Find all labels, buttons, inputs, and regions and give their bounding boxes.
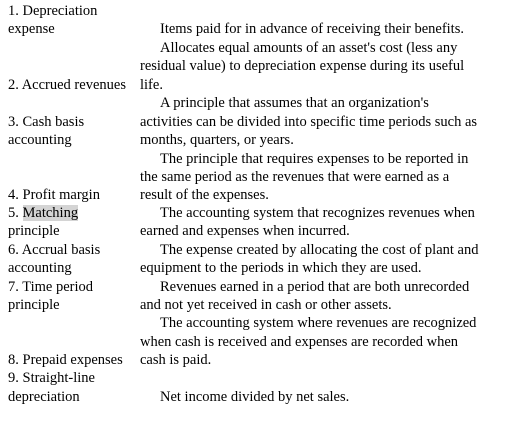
term-8-line-1: 8. Prepaid expenses bbox=[8, 352, 123, 368]
definition-7-line-1: Revenues earned in a period that are both unrecorded bbox=[160, 279, 470, 295]
definition-2-line-1: Allocates equal amounts of an asset's cost (less any bbox=[160, 40, 458, 56]
term-5-number: 5. bbox=[8, 205, 23, 221]
definition-8-line-2: when cash is received and expenses are recorded when bbox=[140, 334, 459, 350]
term-2-line-1: 2. Accrued revenues bbox=[8, 77, 126, 93]
term-3-line-1: 3. Cash basis bbox=[8, 114, 85, 130]
definition-3-line-2: activities can be divided into specific time periods such as bbox=[140, 114, 478, 130]
definition-3-line-3: months, quarters, or years. bbox=[140, 132, 294, 148]
term-9-line-2: depreciation bbox=[8, 389, 80, 405]
term-5-line-2: principle bbox=[8, 223, 60, 239]
term-6-line-2: accounting bbox=[8, 260, 72, 276]
term-6-line-1: 6. Accrual basis bbox=[8, 242, 101, 258]
definition-2-line-2: residual value) to depreciation expense during its useful bbox=[140, 58, 465, 74]
term-9-line-1: 9. Straight-line bbox=[8, 370, 95, 386]
definition-1-line-1: Items paid for in advance of receiving their benefits. bbox=[160, 21, 464, 37]
term-5-line-1 bbox=[8, 204, 78, 223]
term-7-line-2: principle bbox=[8, 297, 60, 313]
term-3-line-2: accounting bbox=[8, 132, 72, 148]
definition-3-line-1: A principle that assumes that an organization's bbox=[160, 95, 429, 111]
definition-6-line-2: equipment to the periods in which they are used. bbox=[140, 260, 422, 276]
highlighted-term-matching: Matching bbox=[22, 205, 79, 221]
definition-2-line-3: life. bbox=[140, 77, 163, 93]
term-1-line-1: 1. Depreciation bbox=[8, 3, 98, 19]
definition-7-line-2: and not yet received in cash or other assets. bbox=[140, 297, 392, 313]
definition-6-line-1: The expense created by allocating the cost of plant and bbox=[160, 242, 479, 258]
term-1-line-2: expense bbox=[8, 21, 55, 37]
term-7-line-1: 7. Time period bbox=[8, 279, 93, 295]
definition-4-line-2: the same period as the revenues that were earned as a bbox=[140, 169, 450, 185]
definition-5-line-2: earned and expenses when incurred. bbox=[140, 223, 350, 239]
term-4-line-1: 4. Profit margin bbox=[8, 187, 100, 203]
definition-5-line-1: The accounting system that recognizes revenues when bbox=[160, 205, 475, 221]
definition-4-line-1: The principle that requires expenses to be reported in bbox=[160, 151, 469, 167]
definition-8-line-1: The accounting system where revenues are recognized bbox=[160, 315, 477, 331]
definition-8-line-3: cash is paid. bbox=[140, 352, 212, 368]
definition-4-line-3: result of the expenses. bbox=[140, 187, 269, 203]
definition-9-line-1: Net income divided by net sales. bbox=[160, 389, 350, 405]
